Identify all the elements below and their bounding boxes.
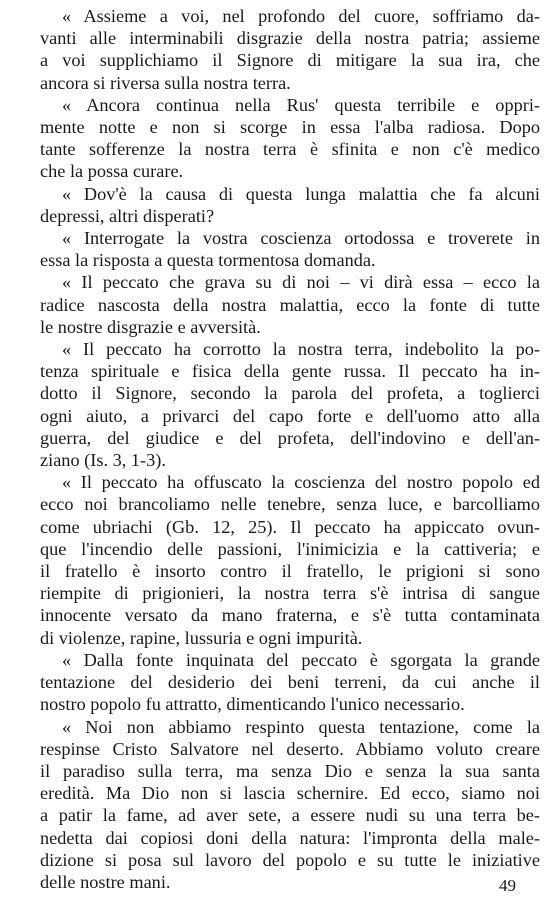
text-line: eredità. Ma Dio non si lascia schernire. Ed ecco, siamo noi (40, 783, 540, 804)
text-line: essa la risposta a questa tormentosa domanda. (40, 250, 376, 271)
text-line: ecco noi brancoliamo nelle tenebre, senza luce, e barcolliamo (40, 494, 540, 515)
text-line: « Dov'è la causa di questa lunga malattia che fa alcuni (62, 183, 540, 204)
text-line: nedetta dai copiosi doni della natura: l'impronta della male- (40, 827, 540, 848)
text-line: « Assieme a voi, nel profondo del cuore, soffriamo da- (62, 6, 540, 26)
text-line: vanti alle interminabili disgrazie della nostra patria; assieme (40, 28, 540, 49)
text-line: dotto il Signore, secondo la parola del profeta, a toglierci (40, 383, 540, 404)
text-line: come ubriachi (Gb. 12, 25). Il peccato ha appiccato ovun- (40, 516, 540, 537)
text-line: che la possa curare. (40, 161, 184, 182)
text-line: il fratello è insorto contro il fratello, le prigioni si sono (40, 561, 540, 582)
text-line: guerra, del giudice e del profeta, dell'indovino e dell'an- (40, 427, 540, 448)
text-line: a patir la fame, ad aver sete, a essere nudi su una terra be- (40, 805, 540, 826)
text-line: ancora si riversa sulla nostra terra. (40, 72, 291, 93)
text-line: tante sofferenze la nostra terra è sfinita e non c'è medico (40, 139, 540, 160)
text-line: « Interrogate la vostra coscienza ortodossa e troverete in (62, 228, 540, 249)
text-line: ogni aiuto, a privarci del capo forte e dell'uomo atto alla (40, 405, 540, 426)
text-line: a voi supplichiamo il Signore di mitigare la sua ira, che (40, 50, 540, 71)
text-line: mente notte e non si scorge in essa l'alba radiosa. Dopo (40, 117, 540, 138)
text-line: riempite di prigionieri, la nostra terra s'è intrisa di sangue (40, 583, 540, 604)
text-line: « Noi non abbiamo respinto questa tentazione, come la (62, 716, 540, 737)
text-line: que l'incendio delle passioni, l'inimicizia e la cattiveria; e (40, 538, 540, 559)
paragraph (40, 471, 540, 649)
paragraph (40, 716, 540, 894)
text-line: « Il peccato che grava su di noi – vi dirà essa – ecco la (62, 272, 540, 293)
text-line: radice nascosta della nostra malattia, ecco la fonte di tutte (40, 294, 540, 315)
paragraph (40, 183, 540, 227)
text-line: le nostre disgrazie e avversità. (40, 316, 261, 337)
text-line: delle nostre mani. (40, 871, 171, 892)
text-line: dizione si posa sul lavoro del popolo e su tutte le iniziative (40, 849, 540, 870)
body-text (40, 5, 540, 893)
text-line: « Dalla fonte inquinata del peccato è sgorgata la grande (62, 649, 540, 670)
text-line: « Il peccato ha offuscato la coscienza del nostro popolo ed (62, 472, 540, 493)
paragraph (40, 227, 540, 271)
text-line: « Ancora continua nella Rus' questa terribile e oppri- (62, 94, 540, 115)
text-line: respinse Cristo Salvatore nel deserto. Abbiamo voluto creare (40, 738, 540, 759)
text-line: depressi, altri disperati? (40, 205, 215, 226)
text-line: « Il peccato ha corrotto la nostra terra, indebolito la po- (62, 339, 540, 360)
text-line: ziano (Is. 3, 1-3). (40, 450, 166, 471)
paragraph (40, 94, 540, 183)
text-line: nostro popolo fu attratto, dimenticando l'unico necessario. (40, 694, 465, 715)
text-line: innocente versato da mano fraterna, e s'è tutta contaminata (40, 605, 540, 626)
paragraph (40, 271, 540, 338)
text-line: di violenze, rapine, lussuria e ogni impurità. (40, 627, 363, 648)
page-number: 49 (499, 876, 516, 895)
paragraph (40, 5, 540, 94)
text-line: il paradiso sulla terra, ma senza Dio e senza la sua santa (40, 760, 540, 781)
text-line: tenza spirituale e fisica della gente russa. Il peccato ha in- (40, 361, 540, 382)
paragraph (40, 649, 540, 716)
text-line: tentazione del desiderio dei beni terreni, da cui anche il (40, 672, 540, 693)
paragraph (40, 338, 540, 471)
